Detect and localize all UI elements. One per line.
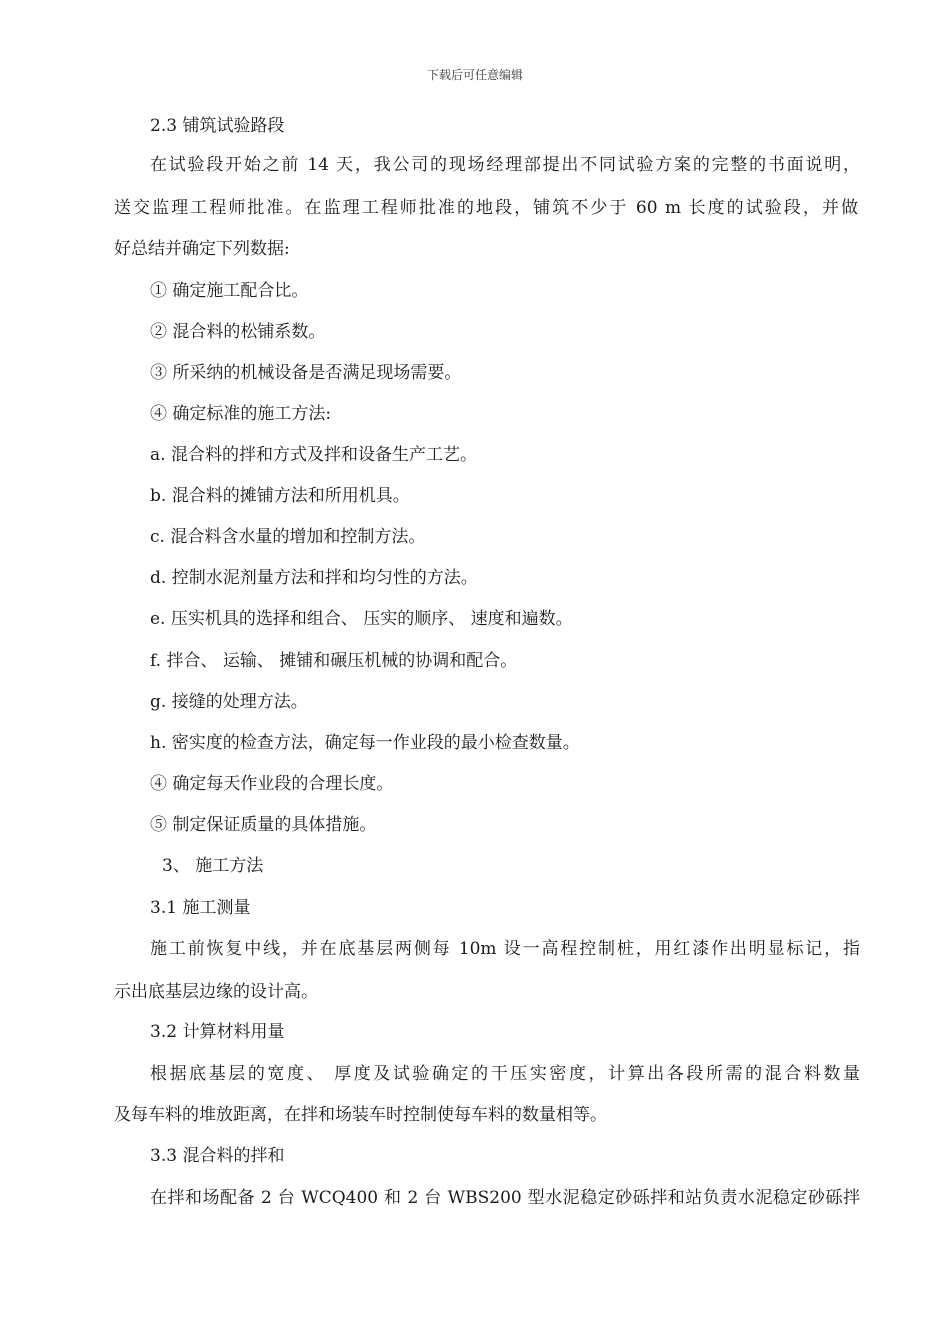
list-item: b. 混合料的摊铺方法和所用机具。 — [150, 486, 410, 506]
paragraph-line: 根据底基层的宽度、 厚度及试验确定的干压实密度，计算出各段所需的混合料数量 — [150, 1064, 860, 1084]
list-item: ② 混合料的松铺系数。 — [150, 322, 326, 342]
paragraph-line: 施工前恢复中线，并在底基层两侧每 10m 设一高程控制桩，用红漆作出明显标记，指 — [150, 939, 860, 959]
paragraph-line: 在试验段开始之前 14 天，我公司的现场经理部提出不同试验方案的完整的书面说明， — [150, 155, 860, 175]
list-item: c. 混合料含水量的增加和控制方法。 — [150, 527, 426, 547]
paragraph-line: 及每车料的堆放距离，在拌和场装车时控制使每车料的数量相等。 — [114, 1105, 607, 1125]
list-item: ③ 所采纳的机械设备是否满足现场需要。 — [150, 363, 462, 383]
list-item: d. 控制水泥剂量方法和拌和均匀性的方法。 — [150, 568, 478, 588]
list-item: ⑤ 制定保证质量的具体措施。 — [150, 815, 377, 835]
section-heading-3-2: 3.2 计算材料用量 — [150, 1022, 285, 1042]
list-item: f. 拌合、 运输、 摊铺和碾压机械的协调和配合。 — [150, 651, 518, 671]
section-heading-3-3: 3.3 混合料的拌和 — [150, 1146, 285, 1166]
list-item: g. 接缝的处理方法。 — [150, 692, 308, 712]
page-header: 下载后可任意编辑 — [426, 68, 523, 82]
list-item: ④ 确定标准的施工方法: — [150, 404, 332, 424]
section-heading-3-1: 3.1 施工测量 — [150, 898, 251, 918]
section-heading-3: 3、 施工方法 — [162, 856, 264, 876]
section-heading-2-3: 2.3 铺筑试验路段 — [150, 116, 285, 136]
paragraph-line: 示出底基层边缘的设计高。 — [114, 982, 318, 1002]
paragraph-line: 在拌和场配备 2 台 WCQ400 和 2 台 WBS200 型水泥稳定砂砾拌和站负责水泥稳定砂砾拌 — [150, 1188, 860, 1208]
list-item: a. 混合料的拌和方式及拌和设备生产工艺。 — [150, 445, 477, 465]
list-item: h. 密实度的检查方法，确定每一作业段的最小检查数量。 — [150, 733, 580, 753]
paragraph-line: 好总结并确定下列数据: — [114, 239, 290, 259]
list-item: ④ 确定每天作业段的合理长度。 — [150, 774, 394, 794]
paragraph-line: 送交监理工程师批准。在监理工程师批准的地段，铺筑不少于 60 m 长度的试验段，并做 — [114, 198, 858, 218]
list-item: ① 确定施工配合比。 — [150, 281, 309, 301]
list-item: e. 压实机具的选择和组合、 压实的顺序、 速度和遍数。 — [150, 609, 573, 629]
